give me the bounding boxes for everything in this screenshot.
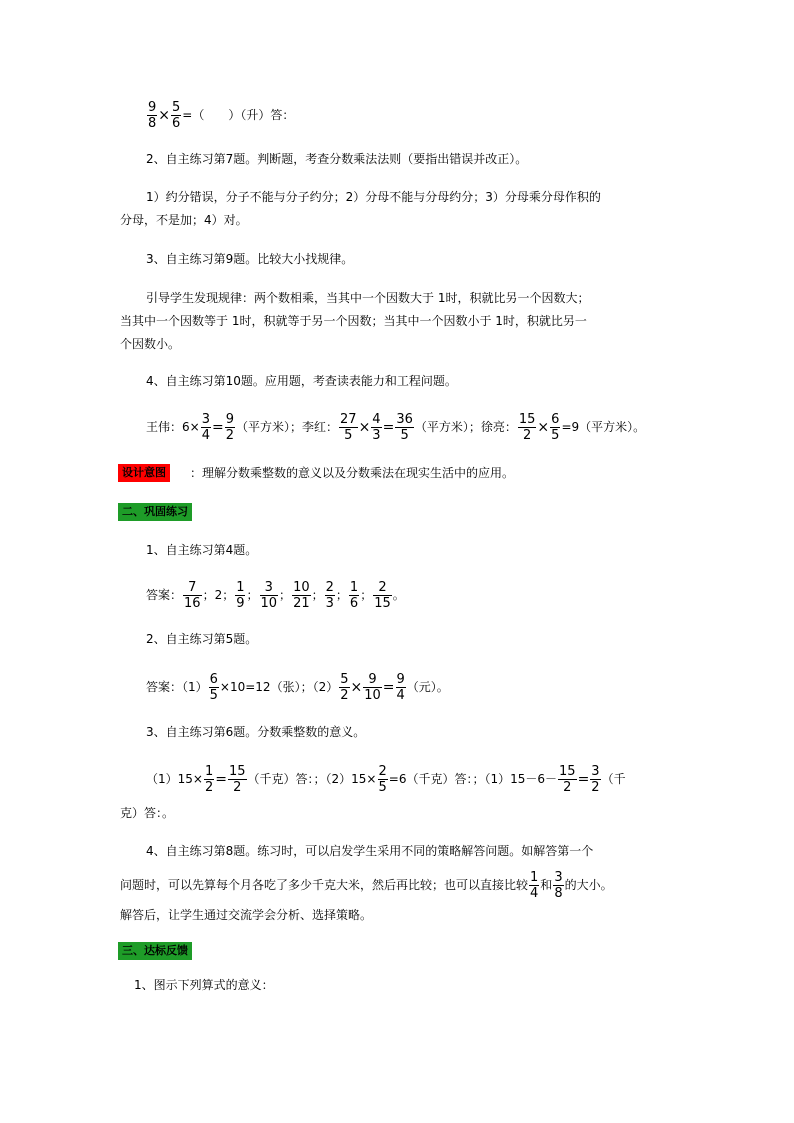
denominator: 6 [172,116,181,131]
section-heading: 三、达标反馈 [118,942,192,960]
fraction: $\frac{6}{5}$ [551,412,560,443]
fraction: $\frac{1}{2}$ [204,764,214,795]
answer-line [146,412,645,443]
fraction: $\frac{9}{4}$ [396,672,405,703]
fraction: $\frac{7}{16}$ [184,580,201,611]
text: （平方米）；徐亮： [414,420,517,434]
denominator: 8 [148,116,157,131]
equals-sign: = [382,419,395,436]
fraction: $\frac{9}{2}$ [225,412,234,443]
fraction: $\frac{15}{2}$ [228,764,246,795]
fraction: $\frac{1}{6}$ [349,580,359,611]
text: =6（千克）答：；（1）15－6－ [388,772,558,786]
text: ×10=12（张）；（2） [219,680,339,694]
text: ；2； [202,588,235,602]
line-exercise-answer [146,100,294,131]
fraction [147,100,157,131]
text: （平方米）；李红： [236,420,339,434]
text: （元）。 [406,680,449,694]
paragraph: 分母，不是加；4）对。 [120,213,248,227]
times-sign: × [158,107,171,124]
fraction: $\frac{15}{2}$ [559,764,576,795]
fraction: $\frac{6}{5}$ [209,672,218,703]
fraction: $\frac{36}{5}$ [396,412,413,443]
text: （千克）答：；（2）15× [247,772,377,786]
fraction: $\frac{5}{2}$ [340,672,349,703]
paragraph: 解答后，让学生通过交流学会分析、选择策略。 [120,908,373,922]
paragraph: 当其中一个因数等于 1时，积就等于另一个因数；当其中一个因数小于 1时，积就比另一 [120,314,587,328]
text: 答案： [146,588,183,602]
paragraph: 2、自主练习第7题。判断题，考查分数乘法法则（要指出错误并改正）。 [146,152,528,166]
paragraph: 引导学生发现规律：两个数相乘，当其中一个因数大于 1时，积就比另一个因数大； [146,291,590,305]
text: =（ ）（升）答： [182,108,295,122]
fraction: $\frac{3}{10}$ [260,580,278,611]
fraction: $\frac{3}{4}$ [201,412,210,443]
times-sign: × [358,419,371,436]
paragraph: 1、图示下列算式的意义： [134,978,274,992]
text: 王伟：6× [146,420,200,434]
fraction: $\frac{4}{3}$ [372,412,381,443]
text: （1）15× [146,772,203,786]
paragraph: 3、自主练习第9题。比较大小找规律。 [146,252,354,266]
fraction: $\frac{10}{21}$ [293,580,310,611]
fraction [171,100,181,131]
fraction: $\frac{2}{5}$ [378,764,387,795]
fraction: $\frac{1}{9}$ [236,580,245,611]
numerator: 9 [148,100,157,115]
fraction: $\frac{9}{10}$ [364,672,381,703]
paragraph: 个因数小。 [120,337,181,351]
fraction: $\frac{2}{3}$ [325,580,334,611]
text: =9（平方米）。 [561,420,646,434]
paragraph: 克）答：。 [120,806,175,820]
text: （千 [601,772,626,786]
paragraph: 2、自主练习第5题。 [146,632,258,646]
answer-line: 答案： $\frac{7}{16}$ ；2； $\frac{1}{9}$ ； $\frac{3}{10}$ ； $\frac{10}{21}$ ； $\frac{2}{3}$ ； $\frac{1}{6}$ ； $\frac{2}{15}$ 。 [146,580,405,611]
paragraph: 3、自主练习第6题。分数乘整数的意义。 [146,725,366,739]
design-intent-tag: 设计意图 [118,464,170,482]
answer-line: 答案：（1） $\frac{6}{5}$ ×10=12（张）；（2） $\frac{5}{2}$ × $\frac{9}{10}$ = $\frac{9}{4}$ （元）。 [146,672,449,703]
fraction: $\frac{2}{15}$ [374,580,391,611]
section-heading: 二、巩固练习 [118,503,192,521]
design-intent-text: ：理解分数乘整数的意义以及分数乘法在现实生活中的应用。 [190,466,515,480]
paragraph: 4、自主练习第10题。应用题，考查读表能力和工程问题。 [146,374,457,388]
fraction: $\frac{1}{4}$ [530,870,539,901]
text: 和 [540,878,553,892]
answer-line: （1）15× $\frac{1}{2}$ = $\frac{15}{2}$ （千克）答：；（2）15× $\frac{2}{5}$ =6（千克）答：；（1）15－6－ $\frac{15}{2}$ = $\frac{3}{2}$ （千 [146,764,626,795]
text: 答案：（1） [146,680,208,694]
fraction: $\frac{3}{2}$ [591,764,600,795]
numerator: 5 [172,100,181,115]
paragraph: 4、自主练习第8题。练习时，可以启发学生采用不同的策略解答问题。如解答第一个 [146,844,594,858]
fraction: $\frac{3}{8}$ [554,870,563,901]
paragraph: 1）约分错误，分子不能与分子约分；2）分母不能与分母约分；3）分母乘分母作积的 [146,190,601,204]
times-sign: × [537,419,550,436]
equals-sign: = [211,419,224,436]
fraction: $\frac{15}{2}$ [518,412,536,443]
paragraph: 1、自主练习第4题。 [146,543,258,557]
fraction: $\frac{27}{5}$ [340,412,357,443]
text: 的大小。 [564,878,613,892]
paragraph [120,870,613,901]
text: 问题时，可以先算每个月各吃了多少千克大米，然后再比较；也可以直接比较 [120,878,529,892]
